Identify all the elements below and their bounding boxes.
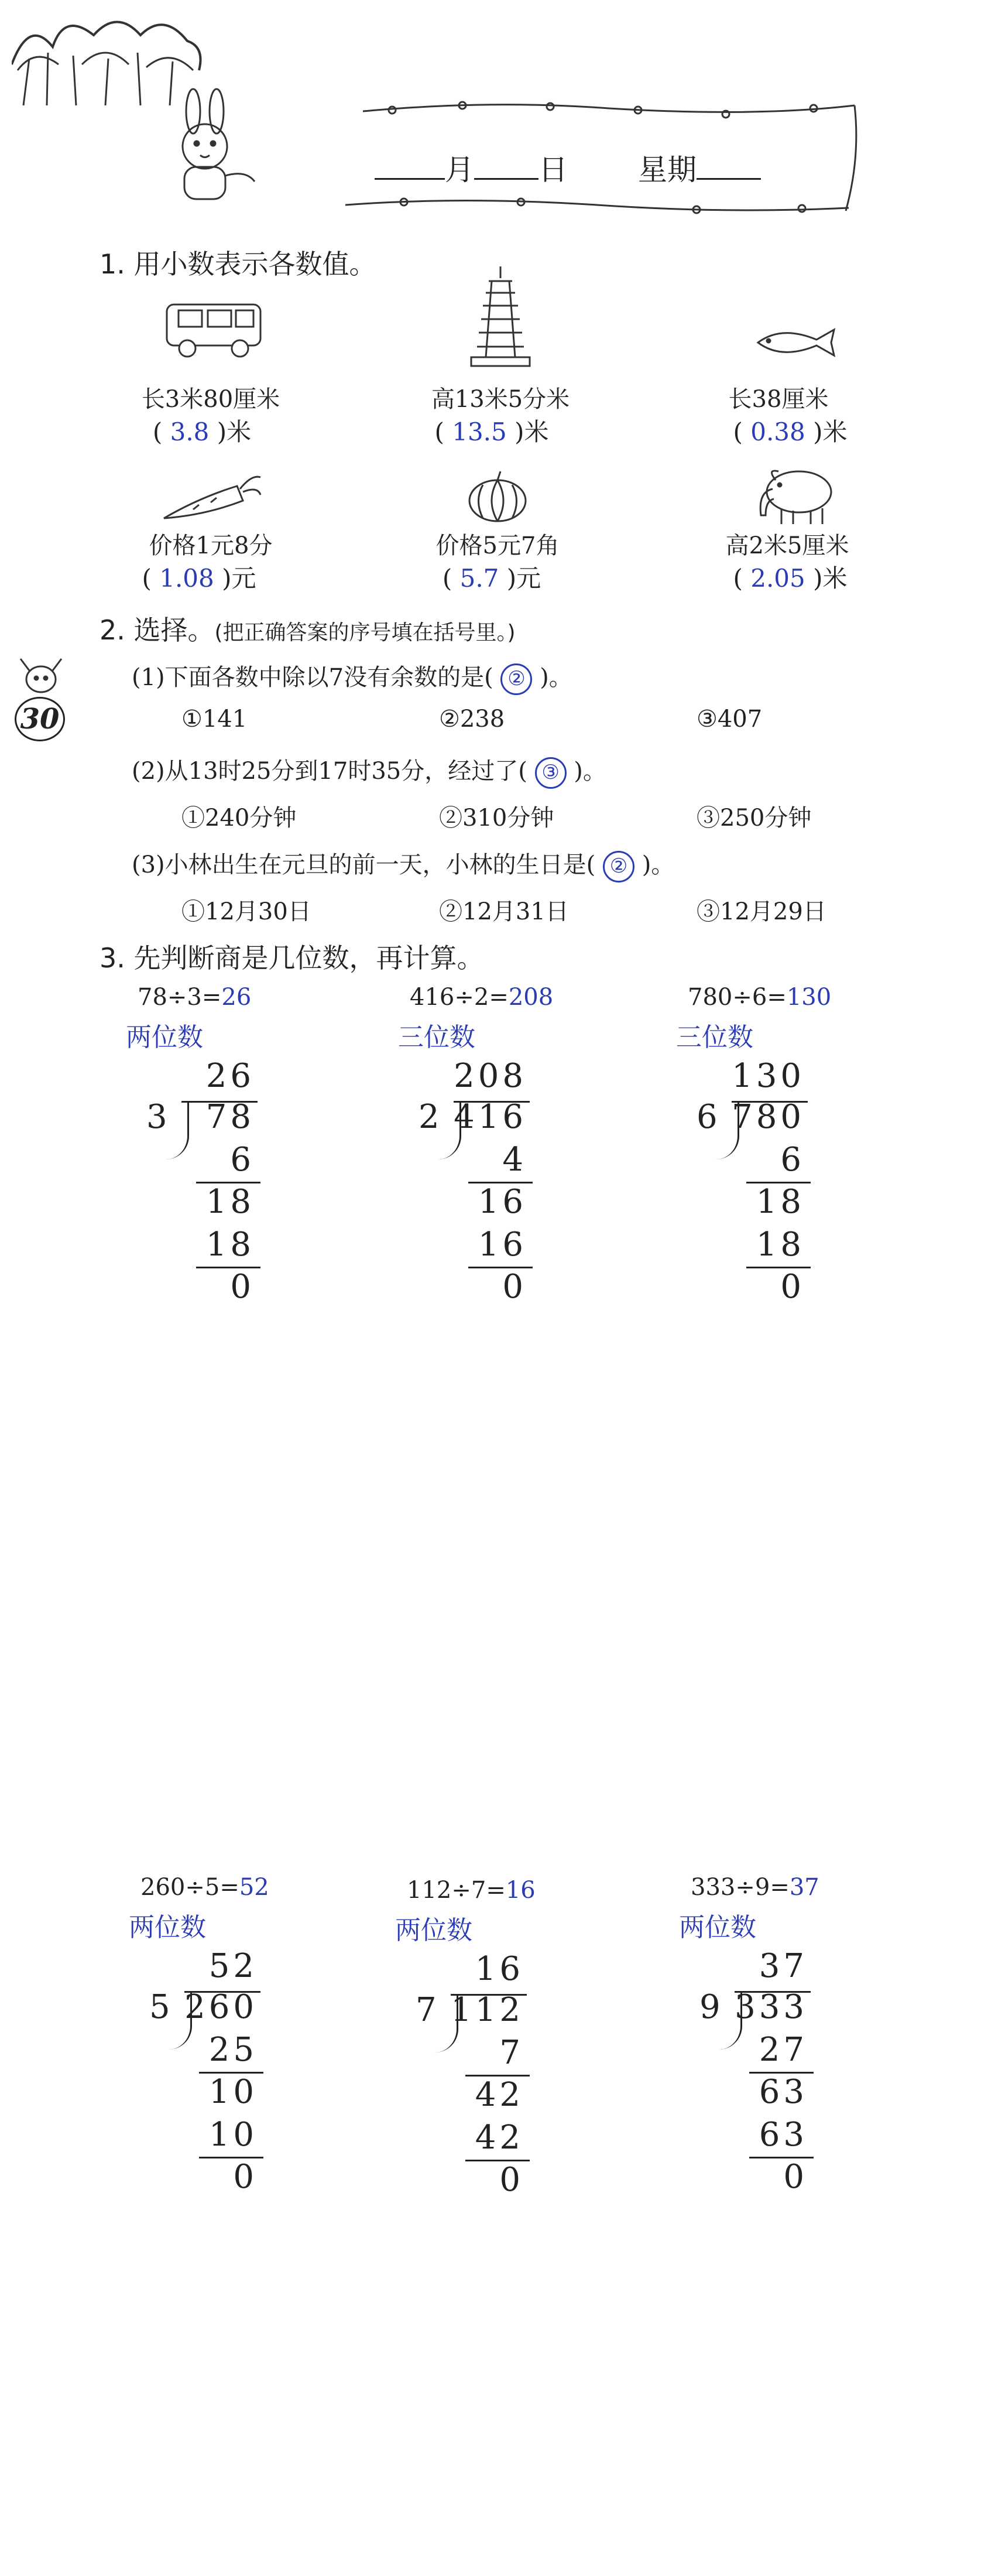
- dividend: 260: [184, 1988, 258, 2026]
- division-problem: [679, 1874, 931, 2225]
- division-step: 10: [208, 2116, 258, 2154]
- pumpkin-icon: [465, 468, 530, 524]
- item-label-3: 长38厘米: [728, 386, 829, 413]
- item-label-5: 价格5元7角: [435, 532, 560, 559]
- problem-expression: 333÷9=37: [691, 1874, 819, 1901]
- digit-count-answer: 三位数: [676, 1022, 753, 1052]
- division-problem: [676, 984, 928, 1335]
- item-answer-6: ( 2.05 )米: [733, 564, 848, 593]
- item-answer-4: ( 1.08 )元: [142, 564, 256, 593]
- item-label-4: 价格1元8分: [149, 532, 273, 559]
- division-step: 0: [230, 1268, 255, 1306]
- quotient: 208: [454, 1057, 527, 1095]
- division-step: 63: [759, 2116, 808, 2154]
- dividend: 112: [451, 1991, 524, 2029]
- van-icon: [161, 296, 266, 360]
- division-step: 18: [205, 1183, 255, 1221]
- q3-title: 3. 先判断商是几位数，再计算。: [100, 942, 484, 974]
- q2-sub-1: (1)下面各数中除以7没有余数的是( ② )。: [132, 659, 572, 695]
- division-step: 6: [230, 1141, 255, 1179]
- division-step: 25: [208, 2031, 258, 2069]
- item-label-1: 长3米80厘米: [141, 386, 280, 413]
- item-label-6: 高2米5厘米: [725, 532, 849, 559]
- q2-options-2: ①240分钟 ②310分钟 ③250分钟: [181, 805, 812, 832]
- division-step: 7: [499, 2034, 524, 2072]
- problem-expression: 780÷6=130: [688, 984, 832, 1011]
- fish-icon: [752, 325, 840, 360]
- division-problem: [129, 1874, 380, 2225]
- quotient: 130: [732, 1057, 805, 1095]
- day-label: 日: [538, 153, 568, 187]
- problem-expression: 416÷2=208: [410, 984, 554, 1011]
- q2-sub-2: (2)从13时25分到17时35分，经过了( ③ )。: [132, 752, 606, 789]
- dividend: 416: [454, 1098, 527, 1136]
- item-label-2: 高13米5分米: [431, 386, 570, 413]
- division-step: 63: [759, 2073, 808, 2111]
- q2-sub-3: (3)小林出生在元旦的前一天，小林的生日是( ② )。: [132, 846, 674, 882]
- division-step: 27: [759, 2031, 808, 2069]
- pagoda-icon: [468, 264, 533, 369]
- division-step: 16: [478, 1226, 527, 1264]
- month-label: 月: [445, 153, 474, 187]
- quotient: 37: [759, 1947, 808, 1985]
- division-problem: [126, 984, 378, 1335]
- divisor: 3: [146, 1098, 171, 1136]
- division-step: 42: [475, 2119, 524, 2157]
- digit-count-answer: 两位数: [126, 1022, 203, 1052]
- item-answer-1: ( 3.8 )米: [152, 418, 252, 446]
- divisor: 2: [419, 1098, 443, 1136]
- dividend: 78: [205, 1098, 255, 1136]
- digit-count-answer: 三位数: [398, 1022, 475, 1052]
- q2-options-3: ①12月30日 ②12月31日 ③12月29日: [181, 898, 826, 925]
- page-number-badge: [15, 656, 67, 744]
- bracket-curve: [164, 1101, 189, 1159]
- problem-expression: 112÷7=16: [407, 1877, 536, 1904]
- division-step: 4: [502, 1141, 527, 1179]
- q2-title: 2. 选择。(把正确答案的序号填在括号里。): [100, 614, 516, 646]
- item-answer-5: ( 5.7 )元: [442, 564, 541, 593]
- elephant-icon: [749, 463, 843, 527]
- divisor: 7: [416, 1991, 440, 2029]
- dividend: 780: [732, 1098, 805, 1136]
- division-step: 0: [783, 2158, 808, 2196]
- divisor: 9: [699, 1988, 724, 2026]
- date-line: [375, 146, 761, 189]
- division-step: 18: [756, 1183, 805, 1221]
- division-step: 0: [499, 2161, 524, 2199]
- divisor: 6: [697, 1098, 721, 1136]
- digit-count-answer: 两位数: [129, 1913, 206, 1942]
- page-number: 30: [15, 697, 65, 741]
- division-step: 18: [756, 1226, 805, 1264]
- division-problem: [398, 984, 650, 1335]
- problem-expression: 78÷3=26: [138, 984, 252, 1011]
- carrot-icon: [158, 468, 263, 527]
- division-step: 0: [780, 1268, 805, 1306]
- q2-options-1: ①141 ②238 ③407: [181, 706, 763, 733]
- goat-icon: [15, 656, 67, 697]
- division-step: 6: [780, 1141, 805, 1179]
- division-problem: [395, 1877, 647, 2228]
- item-answer-2: ( 13.5 )米: [434, 418, 549, 446]
- quotient: 52: [208, 1947, 258, 1985]
- division-step: 0: [233, 2158, 258, 2196]
- problem-expression: 260÷5=52: [140, 1874, 269, 1901]
- dividend: 333: [735, 1988, 808, 2026]
- division-step: 0: [502, 1268, 527, 1306]
- division-step: 42: [475, 2076, 524, 2114]
- division-step: 10: [208, 2073, 258, 2111]
- weekday-label: 星期: [638, 153, 697, 187]
- divisor: 5: [149, 1988, 174, 2026]
- q1-title: 1. 用小数表示各数值。: [100, 248, 376, 280]
- item-answer-3: ( 0.38 )米: [733, 418, 848, 446]
- digit-count-answer: 两位数: [679, 1913, 756, 1942]
- rabbit-icon: [158, 88, 258, 211]
- quotient: 26: [205, 1057, 255, 1095]
- division-step: 18: [205, 1226, 255, 1264]
- quotient: 16: [475, 1950, 524, 1988]
- digit-count-answer: 两位数: [395, 1915, 472, 1945]
- division-step: 16: [478, 1183, 527, 1221]
